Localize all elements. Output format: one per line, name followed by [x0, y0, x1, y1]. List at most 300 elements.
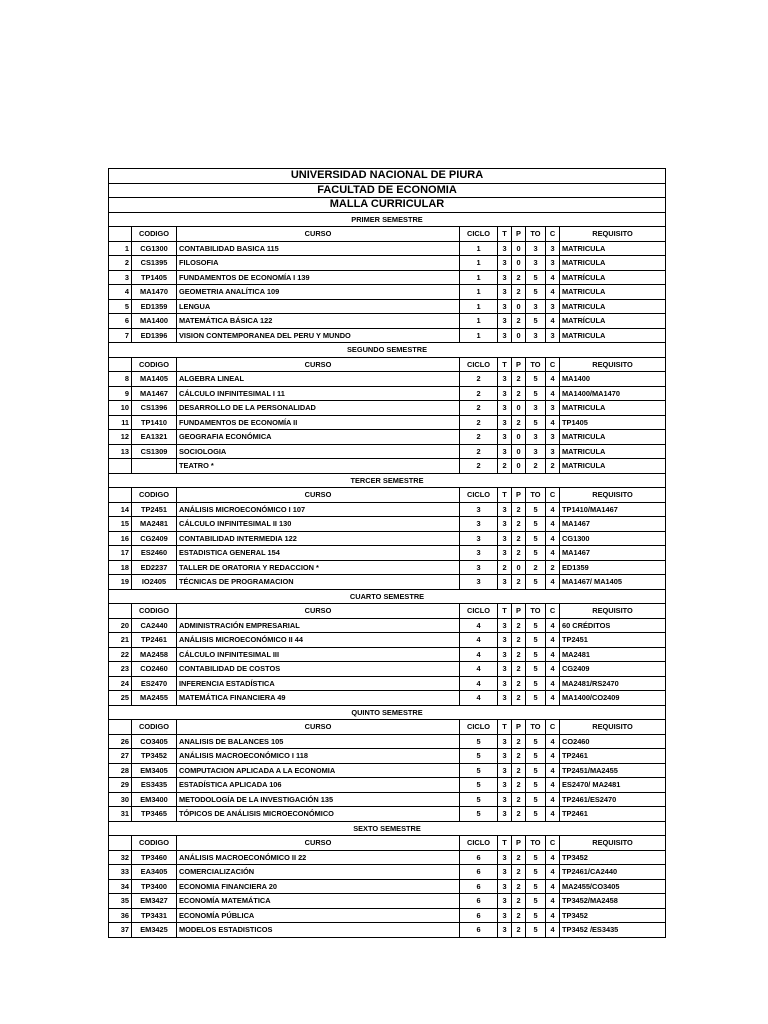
- course-cycle: 2: [460, 444, 498, 459]
- row-number: 37: [109, 923, 132, 938]
- course-row: [109, 923, 666, 938]
- course-code: TP3460: [132, 850, 177, 865]
- column-header-curso: CURSO: [177, 227, 460, 242]
- semester-title: SEXTO SEMESTRE: [109, 821, 666, 836]
- title-row-university: [109, 169, 666, 184]
- course-name: ANÁLISIS MICROECONÓMICO I 107: [177, 502, 460, 517]
- credits: 2: [546, 459, 560, 474]
- semester-heading-row: [109, 343, 666, 358]
- course-row: [109, 908, 666, 923]
- course-row: [109, 647, 666, 662]
- total-hours: 5: [526, 923, 546, 938]
- course-row: [109, 372, 666, 387]
- credits: 4: [546, 763, 560, 778]
- course-code: TP2461: [132, 633, 177, 648]
- course-row: [109, 807, 666, 822]
- prerequisite: MATRICULA: [560, 285, 666, 300]
- row-number: 17: [109, 546, 132, 561]
- prerequisite: MATRICULA: [560, 299, 666, 314]
- title-row-faculty: [109, 183, 666, 198]
- column-header-to: TO: [526, 720, 546, 735]
- theory-hours: 3: [498, 546, 512, 561]
- column-header-codigo: CODIGO: [132, 357, 177, 372]
- course-cycle: 2: [460, 430, 498, 445]
- total-hours: 5: [526, 734, 546, 749]
- course-code: ES2460: [132, 546, 177, 561]
- practice-hours: 2: [512, 415, 526, 430]
- course-cycle: 6: [460, 908, 498, 923]
- prerequisite: MATRICULA: [560, 328, 666, 343]
- course-row: [109, 676, 666, 691]
- prerequisite: MATRÍCULA: [560, 314, 666, 329]
- course-cycle: 4: [460, 633, 498, 648]
- row-number: 13: [109, 444, 132, 459]
- course-name: ALGEBRA LINEAL: [177, 372, 460, 387]
- course-name: ESTADISTICA GENERAL 154: [177, 546, 460, 561]
- theory-hours: 3: [498, 923, 512, 938]
- course-cycle: 1: [460, 241, 498, 256]
- row-number: 12: [109, 430, 132, 445]
- credits: 4: [546, 633, 560, 648]
- course-row: [109, 763, 666, 778]
- prerequisite: MA2455/CO3405: [560, 879, 666, 894]
- prerequisite: MA1400: [560, 372, 666, 387]
- total-hours: 3: [526, 328, 546, 343]
- practice-hours: 0: [512, 299, 526, 314]
- course-name: ANÁLISIS MICROECONÓMICO II 44: [177, 633, 460, 648]
- row-number: 28: [109, 763, 132, 778]
- prerequisite: MA1467: [560, 517, 666, 532]
- theory-hours: 3: [498, 792, 512, 807]
- theory-hours: 3: [498, 502, 512, 517]
- theory-hours: 3: [498, 415, 512, 430]
- theory-hours: 3: [498, 256, 512, 271]
- theory-hours: 2: [498, 459, 512, 474]
- course-code: EA1321: [132, 430, 177, 445]
- column-header-c: C: [546, 836, 560, 851]
- curriculum-sheet: [108, 168, 665, 938]
- credits: 4: [546, 662, 560, 677]
- course-row: [109, 879, 666, 894]
- course-cycle: 1: [460, 314, 498, 329]
- semester-title: TERCER SEMESTRE: [109, 473, 666, 488]
- credits: 3: [546, 328, 560, 343]
- course-row: [109, 430, 666, 445]
- row-number: 30: [109, 792, 132, 807]
- prerequisite: TP2461/ES2470: [560, 792, 666, 807]
- course-code: ED2237: [132, 560, 177, 575]
- theory-hours: 3: [498, 850, 512, 865]
- course-name: CONTABILIDAD BASICA 115: [177, 241, 460, 256]
- theory-hours: 3: [498, 865, 512, 880]
- column-header-t: T: [498, 604, 512, 619]
- course-cycle: 5: [460, 749, 498, 764]
- course-row: [109, 241, 666, 256]
- theory-hours: 2: [498, 560, 512, 575]
- course-code: ES3435: [132, 778, 177, 793]
- theory-hours: 3: [498, 894, 512, 909]
- column-header-p: P: [512, 720, 526, 735]
- column-header-curso: CURSO: [177, 836, 460, 851]
- row-number: [109, 459, 132, 474]
- practice-hours: 2: [512, 314, 526, 329]
- course-code: TP2451: [132, 502, 177, 517]
- course-name: VISION CONTEMPORANEA DEL PERU Y MUNDO: [177, 328, 460, 343]
- credits: 3: [546, 256, 560, 271]
- credits: 4: [546, 285, 560, 300]
- column-header-c: C: [546, 227, 560, 242]
- practice-hours: 2: [512, 676, 526, 691]
- practice-hours: 0: [512, 328, 526, 343]
- column-header-number: [109, 488, 132, 503]
- theory-hours: 3: [498, 285, 512, 300]
- course-row: [109, 546, 666, 561]
- prerequisite: ED1359: [560, 560, 666, 575]
- column-header-curso: CURSO: [177, 720, 460, 735]
- theory-hours: 3: [498, 618, 512, 633]
- total-hours: 5: [526, 807, 546, 822]
- course-code: EA3405: [132, 865, 177, 880]
- course-code: MA1400: [132, 314, 177, 329]
- prerequisite: TP2451/MA2455: [560, 763, 666, 778]
- faculty-title: FACULTAD DE ECONOMIA: [109, 183, 666, 198]
- practice-hours: 2: [512, 372, 526, 387]
- row-number: 14: [109, 502, 132, 517]
- course-name: COMPUTACION APLICADA A LA ECONOMIA: [177, 763, 460, 778]
- row-number: 25: [109, 691, 132, 706]
- theory-hours: 3: [498, 531, 512, 546]
- course-code: ED1359: [132, 299, 177, 314]
- row-number: 2: [109, 256, 132, 271]
- course-code: CA2440: [132, 618, 177, 633]
- column-header-t: T: [498, 720, 512, 735]
- theory-hours: 3: [498, 662, 512, 677]
- course-code: TP1410: [132, 415, 177, 430]
- column-header-requisito: REQUISITO: [560, 357, 666, 372]
- course-name: GEOGRAFIA ECONÓMICA: [177, 430, 460, 445]
- prerequisite: TP2461/CA2440: [560, 865, 666, 880]
- column-header-ciclo: CICLO: [460, 357, 498, 372]
- row-number: 21: [109, 633, 132, 648]
- prerequisite: TP3452: [560, 850, 666, 865]
- course-cycle: 3: [460, 502, 498, 517]
- prerequisite: TP3452: [560, 908, 666, 923]
- column-header-number: [109, 227, 132, 242]
- course-name: CONTABILIDAD INTERMEDIA 122: [177, 531, 460, 546]
- course-cycle: 4: [460, 662, 498, 677]
- credits: 4: [546, 850, 560, 865]
- column-header-c: C: [546, 720, 560, 735]
- credits: 4: [546, 865, 560, 880]
- practice-hours: 0: [512, 560, 526, 575]
- total-hours: 5: [526, 691, 546, 706]
- prerequisite: CG2409: [560, 662, 666, 677]
- course-name: ANÁLISIS MACROECONÓMICO I 118: [177, 749, 460, 764]
- course-name: CONTABILIDAD DE COSTOS: [177, 662, 460, 677]
- theory-hours: 3: [498, 241, 512, 256]
- practice-hours: 2: [512, 270, 526, 285]
- semester-heading-row: [109, 589, 666, 604]
- course-code: TP3400: [132, 879, 177, 894]
- course-row: [109, 531, 666, 546]
- practice-hours: 2: [512, 517, 526, 532]
- total-hours: 5: [526, 618, 546, 633]
- course-row: [109, 314, 666, 329]
- theory-hours: 3: [498, 676, 512, 691]
- column-header-to: TO: [526, 357, 546, 372]
- course-cycle: 3: [460, 575, 498, 590]
- course-code: [132, 459, 177, 474]
- column-header-codigo: CODIGO: [132, 227, 177, 242]
- theory-hours: 3: [498, 807, 512, 822]
- credits: 3: [546, 430, 560, 445]
- course-code: ED1396: [132, 328, 177, 343]
- practice-hours: 2: [512, 633, 526, 648]
- credits: 3: [546, 444, 560, 459]
- theory-hours: 3: [498, 749, 512, 764]
- column-header-row: [109, 720, 666, 735]
- course-name: CÁLCULO INFINITESIMAL III: [177, 647, 460, 662]
- course-cycle: 6: [460, 879, 498, 894]
- theory-hours: 3: [498, 401, 512, 416]
- course-name: CÁLCULO INFINITESIMAL II 130: [177, 517, 460, 532]
- document-title: MALLA CURRICULAR: [109, 198, 666, 213]
- course-name: ANALISIS DE BALANCES 105: [177, 734, 460, 749]
- column-header-to: TO: [526, 604, 546, 619]
- course-code: MA1405: [132, 372, 177, 387]
- practice-hours: 2: [512, 923, 526, 938]
- semester-heading-row: [109, 212, 666, 227]
- course-name: FILOSOFIA: [177, 256, 460, 271]
- prerequisite: MATRICULA: [560, 401, 666, 416]
- column-header-row: [109, 227, 666, 242]
- theory-hours: 3: [498, 778, 512, 793]
- row-number: 5: [109, 299, 132, 314]
- credits: 4: [546, 691, 560, 706]
- total-hours: 3: [526, 444, 546, 459]
- course-code: ES2470: [132, 676, 177, 691]
- total-hours: 3: [526, 430, 546, 445]
- course-name: GEOMETRIA ANALÍTICA 109: [177, 285, 460, 300]
- course-name: ADMINISTRACIÓN EMPRESARIAL: [177, 618, 460, 633]
- credits: 4: [546, 270, 560, 285]
- total-hours: 5: [526, 676, 546, 691]
- total-hours: 5: [526, 372, 546, 387]
- practice-hours: 2: [512, 285, 526, 300]
- semester-title: CUARTO SEMESTRE: [109, 589, 666, 604]
- credits: 4: [546, 531, 560, 546]
- course-cycle: 5: [460, 778, 498, 793]
- column-header-curso: CURSO: [177, 604, 460, 619]
- course-name: SOCIOLOGIA: [177, 444, 460, 459]
- total-hours: 5: [526, 546, 546, 561]
- column-header-row: [109, 488, 666, 503]
- course-cycle: 5: [460, 734, 498, 749]
- column-header-codigo: CODIGO: [132, 720, 177, 735]
- total-hours: 5: [526, 314, 546, 329]
- theory-hours: 3: [498, 372, 512, 387]
- row-number: 15: [109, 517, 132, 532]
- row-number: 7: [109, 328, 132, 343]
- prerequisite: CO2460: [560, 734, 666, 749]
- credits: 4: [546, 517, 560, 532]
- semester-heading-row: [109, 473, 666, 488]
- course-cycle: 1: [460, 285, 498, 300]
- course-cycle: 2: [460, 459, 498, 474]
- course-row: [109, 792, 666, 807]
- row-number: 8: [109, 372, 132, 387]
- course-cycle: 2: [460, 372, 498, 387]
- practice-hours: 2: [512, 546, 526, 561]
- column-header-codigo: CODIGO: [132, 604, 177, 619]
- course-name: CÁLCULO INFINITESIMAL I 11: [177, 386, 460, 401]
- total-hours: 5: [526, 386, 546, 401]
- total-hours: 2: [526, 560, 546, 575]
- prerequisite: MA1400/CO2409: [560, 691, 666, 706]
- column-header-p: P: [512, 488, 526, 503]
- theory-hours: 3: [498, 386, 512, 401]
- practice-hours: 2: [512, 618, 526, 633]
- practice-hours: 2: [512, 647, 526, 662]
- column-header-ciclo: CICLO: [460, 488, 498, 503]
- practice-hours: 2: [512, 865, 526, 880]
- course-name: FUNDAMENTOS DE ECONOMÍA I 139: [177, 270, 460, 285]
- credits: 4: [546, 792, 560, 807]
- theory-hours: 3: [498, 270, 512, 285]
- prerequisite: TP2461: [560, 749, 666, 764]
- course-code: IO2405: [132, 575, 177, 590]
- course-code: CS1395: [132, 256, 177, 271]
- practice-hours: 2: [512, 879, 526, 894]
- course-row: [109, 459, 666, 474]
- course-cycle: 6: [460, 850, 498, 865]
- course-cycle: 6: [460, 923, 498, 938]
- prerequisite: MA1467: [560, 546, 666, 561]
- total-hours: 5: [526, 908, 546, 923]
- course-row: [109, 285, 666, 300]
- course-name: DESARROLLO DE LA PERSONALIDAD: [177, 401, 460, 416]
- theory-hours: 3: [498, 647, 512, 662]
- total-hours: 3: [526, 256, 546, 271]
- course-row: [109, 502, 666, 517]
- practice-hours: 0: [512, 401, 526, 416]
- practice-hours: 2: [512, 531, 526, 546]
- column-header-to: TO: [526, 488, 546, 503]
- course-cycle: 3: [460, 560, 498, 575]
- course-row: [109, 517, 666, 532]
- credits: 4: [546, 372, 560, 387]
- row-number: 4: [109, 285, 132, 300]
- course-cycle: 6: [460, 894, 498, 909]
- column-header-number: [109, 604, 132, 619]
- total-hours: 5: [526, 575, 546, 590]
- row-number: 23: [109, 662, 132, 677]
- course-cycle: 5: [460, 763, 498, 778]
- course-row: [109, 865, 666, 880]
- credits: 4: [546, 676, 560, 691]
- column-header-curso: CURSO: [177, 357, 460, 372]
- prerequisite: MA2481/RS2470: [560, 676, 666, 691]
- course-code: MA2458: [132, 647, 177, 662]
- practice-hours: 2: [512, 575, 526, 590]
- practice-hours: 2: [512, 894, 526, 909]
- column-header-to: TO: [526, 227, 546, 242]
- column-header-c: C: [546, 604, 560, 619]
- course-code: TP1405: [132, 270, 177, 285]
- course-cycle: 4: [460, 647, 498, 662]
- theory-hours: 3: [498, 691, 512, 706]
- row-number: 22: [109, 647, 132, 662]
- credits: 4: [546, 647, 560, 662]
- column-header-c: C: [546, 357, 560, 372]
- course-name: MATEMÁTICA FINANCIERA 49: [177, 691, 460, 706]
- course-name: TEATRO *: [177, 459, 460, 474]
- column-header-ciclo: CICLO: [460, 720, 498, 735]
- theory-hours: 3: [498, 299, 512, 314]
- course-row: [109, 575, 666, 590]
- semester-heading-row: [109, 705, 666, 720]
- column-header-row: [109, 604, 666, 619]
- total-hours: 5: [526, 633, 546, 648]
- credits: 4: [546, 386, 560, 401]
- credits: 3: [546, 401, 560, 416]
- course-code: EM3400: [132, 792, 177, 807]
- credits: 3: [546, 299, 560, 314]
- course-row: [109, 386, 666, 401]
- column-header-requisito: REQUISITO: [560, 720, 666, 735]
- column-header-p: P: [512, 227, 526, 242]
- prerequisite: 60 CRÉDITOS: [560, 618, 666, 633]
- course-cycle: 5: [460, 792, 498, 807]
- credits: 4: [546, 749, 560, 764]
- column-header-number: [109, 836, 132, 851]
- theory-hours: 3: [498, 517, 512, 532]
- course-name: ANÁLISIS MACROECONÓMICO II 22: [177, 850, 460, 865]
- credits: 4: [546, 502, 560, 517]
- course-code: TP3431: [132, 908, 177, 923]
- theory-hours: 3: [498, 763, 512, 778]
- prerequisite: TP3452/MA2458: [560, 894, 666, 909]
- column-header-number: [109, 720, 132, 735]
- column-header-requisito: REQUISITO: [560, 488, 666, 503]
- row-number: 1: [109, 241, 132, 256]
- column-header-p: P: [512, 836, 526, 851]
- course-cycle: 3: [460, 546, 498, 561]
- row-number: 9: [109, 386, 132, 401]
- row-number: 26: [109, 734, 132, 749]
- course-cycle: 1: [460, 270, 498, 285]
- prerequisite: TP2461: [560, 807, 666, 822]
- credits: 4: [546, 546, 560, 561]
- course-cycle: 5: [460, 807, 498, 822]
- prerequisite: TP3452 /ES3435: [560, 923, 666, 938]
- row-number: 27: [109, 749, 132, 764]
- course-name: FUNDAMENTOS DE ECONOMÍA II: [177, 415, 460, 430]
- course-cycle: 6: [460, 865, 498, 880]
- column-header-ciclo: CICLO: [460, 227, 498, 242]
- prerequisite: TP2451: [560, 633, 666, 648]
- practice-hours: 2: [512, 691, 526, 706]
- course-row: [109, 778, 666, 793]
- total-hours: 5: [526, 778, 546, 793]
- total-hours: 5: [526, 749, 546, 764]
- practice-hours: 2: [512, 662, 526, 677]
- theory-hours: 3: [498, 879, 512, 894]
- row-number: 11: [109, 415, 132, 430]
- column-header-requisito: REQUISITO: [560, 604, 666, 619]
- course-name: LENGUA: [177, 299, 460, 314]
- total-hours: 5: [526, 270, 546, 285]
